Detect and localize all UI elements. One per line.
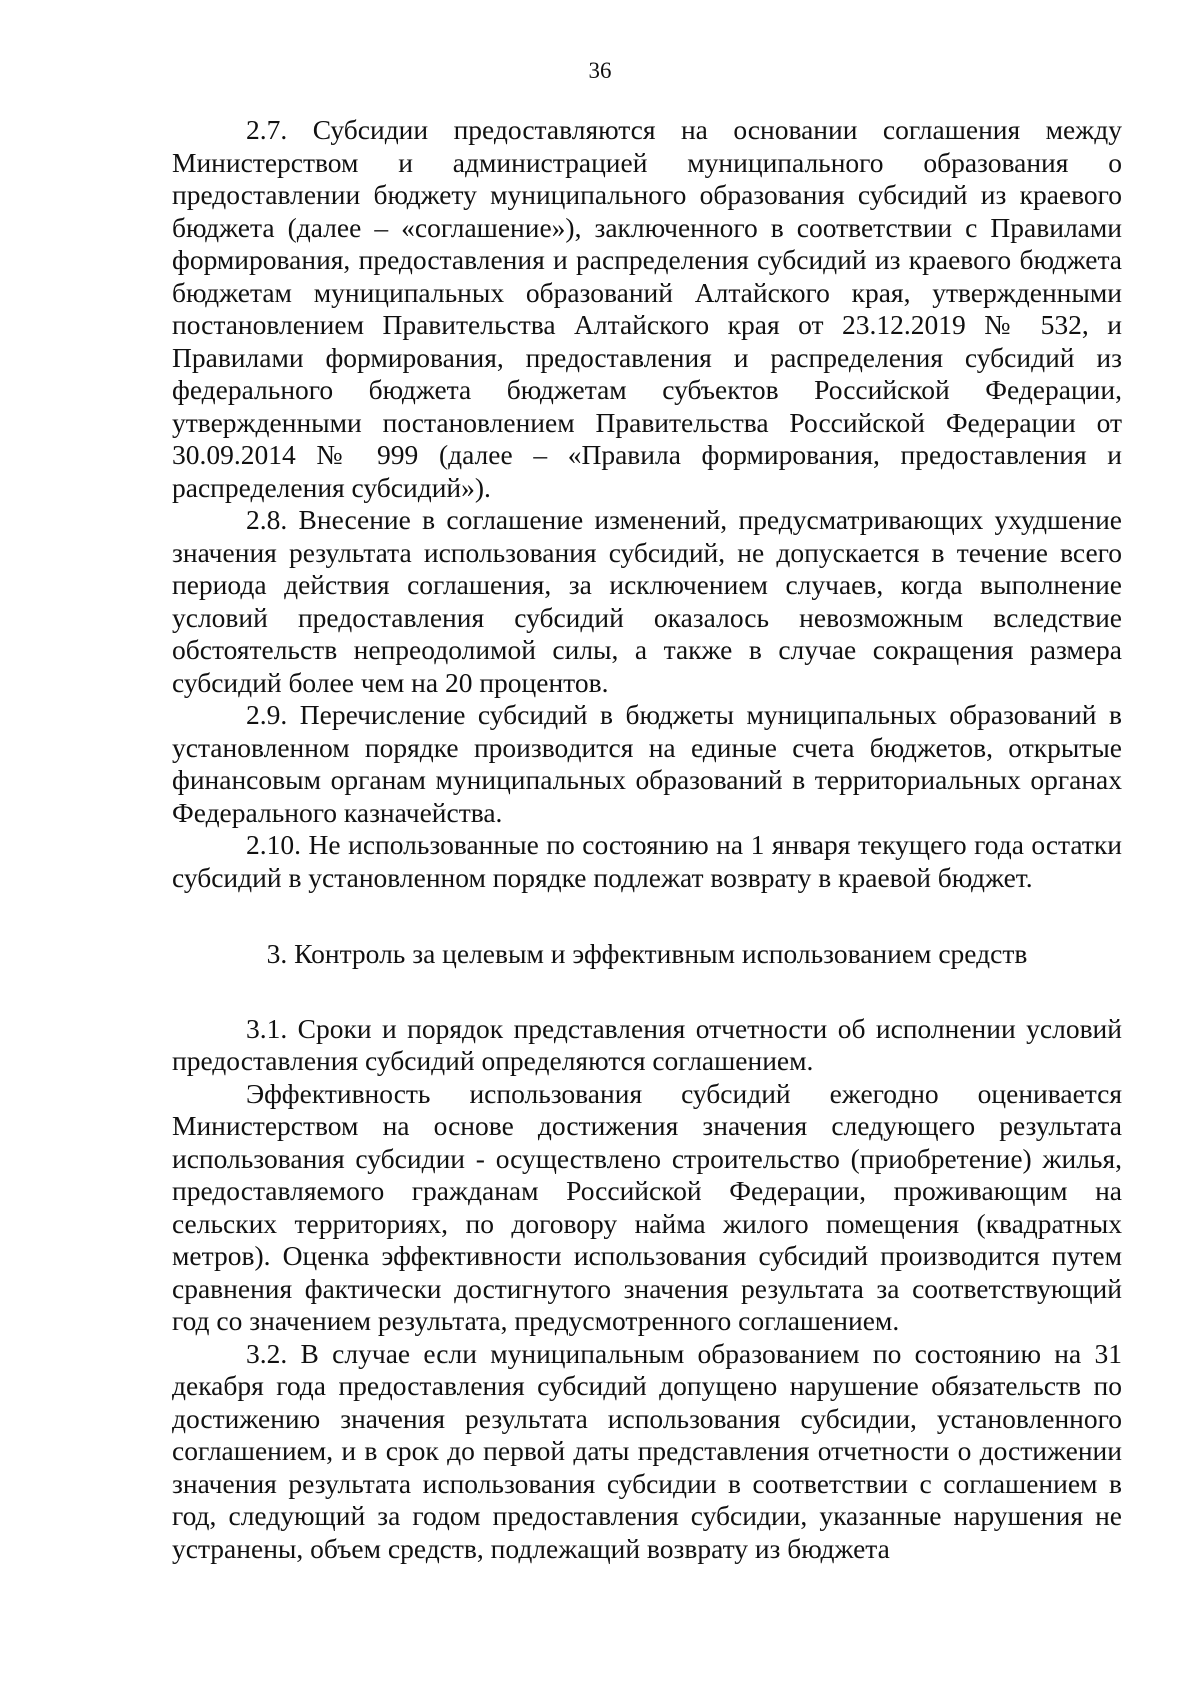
paragraph-2-10: 2.10. Не использованные по состоянию на 1 января текущего года остатки субсидий в установленном порядке подлежат возврату в краевой бюджет. <box>172 829 1122 893</box>
paragraph-3-1: 3.1. Сроки и порядок представления отчетности об исполнении условий предоставления субсидий определяются соглашением. <box>172 1012 1122 1076</box>
document-body <box>172 114 1122 1565</box>
paragraph-2-7: 2.7. Субсидии предоставляются на основании соглашения между Министерством и администрацией муниципального образования о предоставлении бюджету муниципального образования субсидий из краевого бюджета (далее – «соглашение»), заключенного в соответствии с Правилами формирования, предоставления и распределения субсидий из краевого бюджета бюджетам муниципальных образований Алтайского края, утвержденными постановлением Правительства Алтайского края от 23.12.2019 № 532, и Правилами формирования, предоставления и распределения субсидий из федерального бюджета бюджетам субъектов Российской Федерации, утвержденными постановлением Правительства Российской Федерации от 30.09.2014 № 999 (далее – «Правила формирования, предоставления и распределения субсидий»). <box>172 114 1122 503</box>
section-3-heading: 3. Контроль за целевым и эффективным использованием средств <box>266 938 1028 969</box>
paragraph-2-9: 2.9. Перечисление субсидий в бюджеты муниципальных образований в установленном порядке производится на единые счета бюджетов, открытые финансовым органам муниципальных образований в территориальных органах Федерального казначейства. <box>172 699 1122 828</box>
paragraph-2-8: 2.8. Внесение в соглашение изменений, предусматривающих ухудшение значения результата использования субсидий, не допускается в течение всего периода действия соглашения, за исключением случаев, когда выполнение условий предоставления субсидий оказалось невозможным вследствие обстоятельств непреодолимой силы, а также в случае сокращения размера субсидий более чем на 20 процентов. <box>172 504 1122 698</box>
page-number: 36 <box>588 58 612 83</box>
paragraph-3-2: 3.2. В случае если муниципальным образованием по состоянию на 31 декабря года предоставления субсидий допущено нарушение обязательств по достижению значения результата использования субсидии, установленного соглашением, и в срок до первой даты представления отчетности о достижении значения результата использования субсидии в соответствии с соглашением в год, следующий за годом предоставления субсидии, указанные нарушения не устранены, объем средств, подлежащий возврату из бюджета <box>172 1337 1122 1564</box>
paragraph-efficiency: Эффективность использования субсидий ежегодно оценивается Министерством на основе достижения значения следующего результата использования субсидии - осуществлено строительство (приобретение) жилья, предоставляемого гражданам Российской Федерации, проживающим на сельских территориях, по договору найма жилого помещения (квадратных метров). Оценка эффективности использования субсидий производится путем сравнения фактически достигнутого значения результата за соответствующий год со значением результата, предусмотренного соглашением. <box>172 1077 1122 1336</box>
